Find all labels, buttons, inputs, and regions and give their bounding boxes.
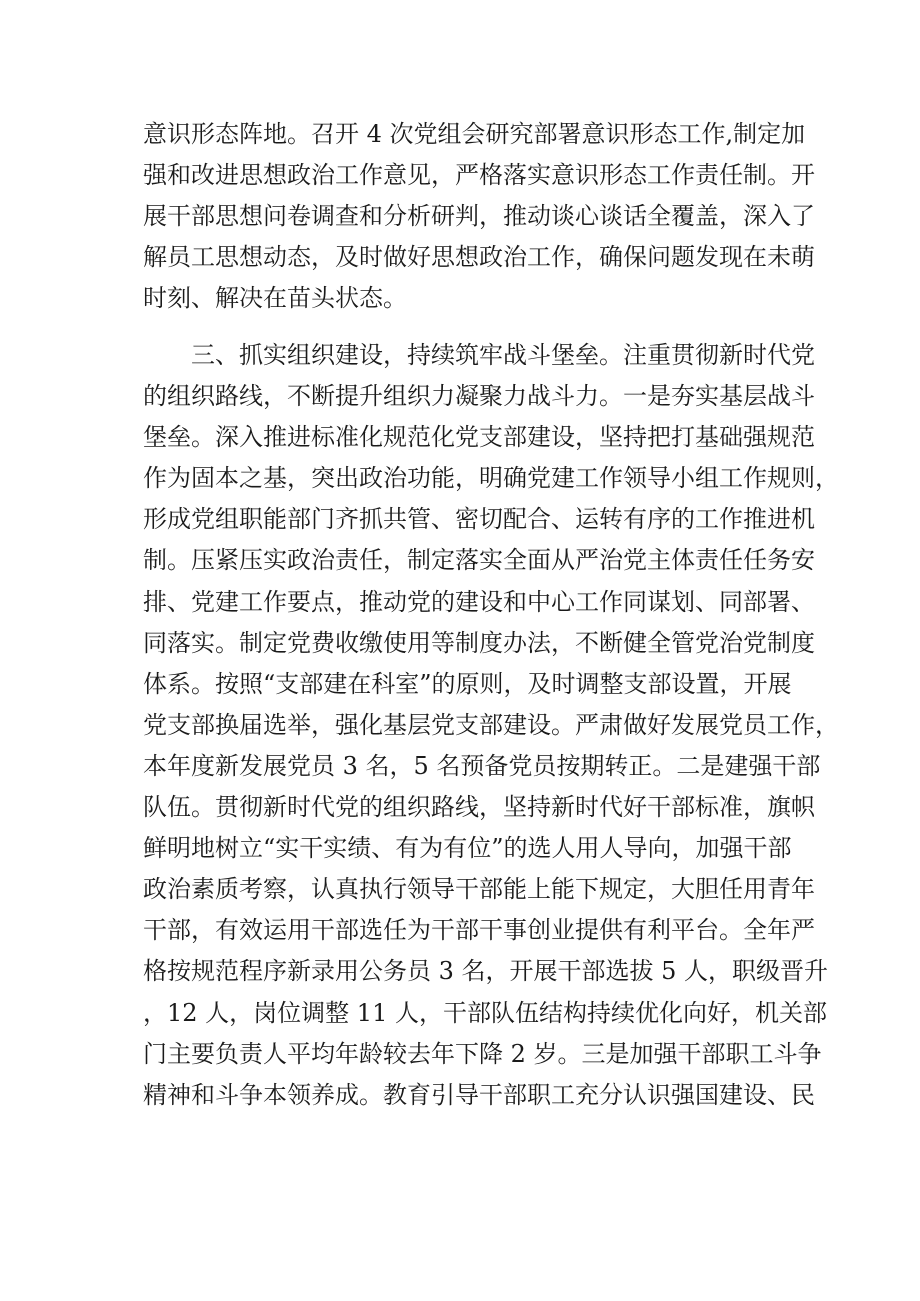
paragraph-ideology [143,114,815,319]
text-line: 展干部思想问卷调查和分析研判，推动谈心谈话全覆盖，深入了 [143,202,815,231]
text-line: 解员工思想动态，及时做好思想政治工作，确保问题发现在未萌 [143,243,815,272]
text-line: 党支部换届选举，强化基层党支部建设。严肃做好发展党员工作， [143,710,839,739]
text-line: 政治素质考察，认真执行领导干部能上能下规定，大胆任用青年 [143,875,815,904]
text-line: 形成党组职能部门齐抓共管、密切配合、运转有序的工作推进机 [143,505,815,534]
text-line: 时刻、解决在苗头状态。 [143,284,407,313]
text-line: 队伍。贯彻新时代党的组织路线，坚持新时代好干部标准，旗帜 [143,793,815,822]
text-line: 意识形态阵地。召开 4 次党组会研究部署意识形态工作,制定加 [143,120,806,148]
text-line: 的组织路线，不断提升组织力凝聚力战斗力。一是夯实基层战斗 [143,382,815,411]
text-line: 鲜明地树立“实干实绩、有为有位”的选人用人导向，加强干部 [143,834,792,863]
text-line: 本年度新发展党员 3 名，5 名预备党员按期转正。二是建强干部 [143,751,821,780]
text-line: 作为固本之基，突出政治功能，明确党建工作领导小组工作规则， [143,464,839,493]
text-line: 同落实。制定党费收缴使用等制度办法，不断健全管党治党制度 [143,628,815,657]
text-line: 门主要负责人平均年龄较去年下降 2 岁。三是加强干部职工斗争 [143,1039,822,1068]
text-line: 精神和斗争本领养成。教育引导干部职工充分认识强国建设、民 [143,1080,815,1109]
text-line: 制。压紧压实政治责任，制定落实全面从严治党主体责任任务安 [143,546,815,575]
text-line: 强和改进思想政治工作意见，严格落实意识形态工作责任制。开 [143,161,815,190]
text-line: ，12 人，岗位调整 11 人，干部队伍结构持续优化向好，机关部 [143,998,827,1027]
text-line: 格按规范程序新录用公务员 3 名，开展干部选拔 5 人，职级晋升 [143,957,829,986]
paragraph-organization [143,335,839,1116]
text-line: 体系。按照“支部建在科室”的原则，及时调整支部设置，开展 [143,669,792,698]
text-line: 干部，有效运用干部选任为干部干事创业提供有利平台。全年严 [143,916,815,945]
section-heading-line: 三、抓实组织建设，持续筑牢战斗堡垒。注重贯彻新时代党 [191,341,815,369]
text-line: 堡垒。深入推进标准化规范化党支部建设，坚持把打基础强规范 [143,423,815,452]
text-line: 排、党建工作要点，推动党的建设和中心工作同谋划、同部署、 [143,587,815,616]
